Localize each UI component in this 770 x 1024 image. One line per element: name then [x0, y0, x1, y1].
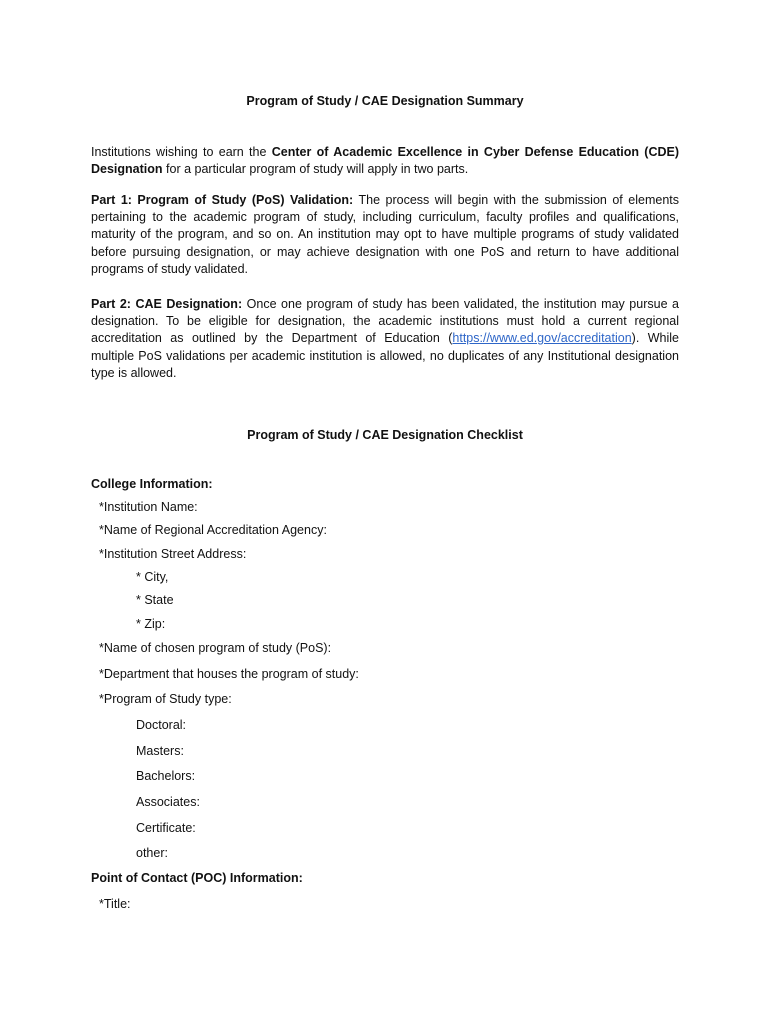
type-certificate: Certificate:: [136, 821, 196, 835]
part1-label: Part 1: Program of Study (PoS) Validation:: [91, 193, 354, 207]
type-doctoral: Doctoral:: [136, 718, 187, 732]
zip-label: * Zip:: [136, 617, 166, 631]
type-associates: Associates:: [136, 795, 200, 809]
part1-paragraph: [91, 192, 679, 278]
poc-info-heading: Point of Contact (POC) Information:: [91, 871, 303, 885]
accreditation-agency-label: *Name of Regional Accreditation Agency:: [99, 523, 327, 537]
type-masters: Masters:: [136, 744, 184, 758]
part2-paragraph: [91, 296, 679, 382]
program-type-label: *Program of Study type:: [99, 692, 232, 706]
intro-text-start: Institutions wishing to earn the: [91, 145, 272, 159]
type-bachelors: Bachelors:: [136, 769, 196, 783]
poc-title-label: *Title:: [99, 897, 131, 911]
intro-designation-name: Center of Academic Excellence in Cyber Defense Education (CDE) Designation: [91, 145, 679, 177]
part2-label: Part 2: CAE Designation:: [91, 297, 243, 311]
street-address-label: *Institution Street Address:: [99, 547, 247, 561]
part1-text: The process will begin with the submission of elements pertaining to the academic program of study, including curriculum, faculty profiles and qualifications, maturity of the program, and so on. An institution may opt to have multiple programs of study validated before pursuing designation, or may achieve designation with one PoS and return to have additional programs of study validated.: [91, 193, 680, 276]
department-label: *Department that houses the program of study:: [99, 667, 359, 681]
part2-text-end: ). While multiple PoS validations per academic institution is allowed, no duplicates of any Institutional designation type is allowed.: [91, 331, 679, 380]
accreditation-link[interactable]: https://www.ed.gov/accreditation: [452, 331, 632, 346]
college-info-heading: College Information:: [91, 477, 213, 491]
part2-text-start: Once one program of study has been validated, the institution may pursue a designation. To be eligible for designation, the academic institutions must hold a current regional accreditation as outlined by the Department of Education (: [91, 297, 680, 346]
city-label: * City,: [136, 570, 169, 584]
checklist-title: Program of Study / CAE Designation Checklist: [247, 428, 523, 442]
institution-name-label: *Institution Name:: [99, 500, 198, 514]
type-other: other:: [136, 846, 168, 860]
program-name-label: *Name of chosen program of study (PoS):: [99, 641, 332, 655]
summary-title: Program of Study / CAE Designation Summary: [246, 94, 524, 108]
intro-text-end: for a particular program of study will apply in two parts.: [162, 162, 469, 177]
intro-paragraph: [91, 144, 679, 178]
state-label: * State: [136, 593, 174, 607]
